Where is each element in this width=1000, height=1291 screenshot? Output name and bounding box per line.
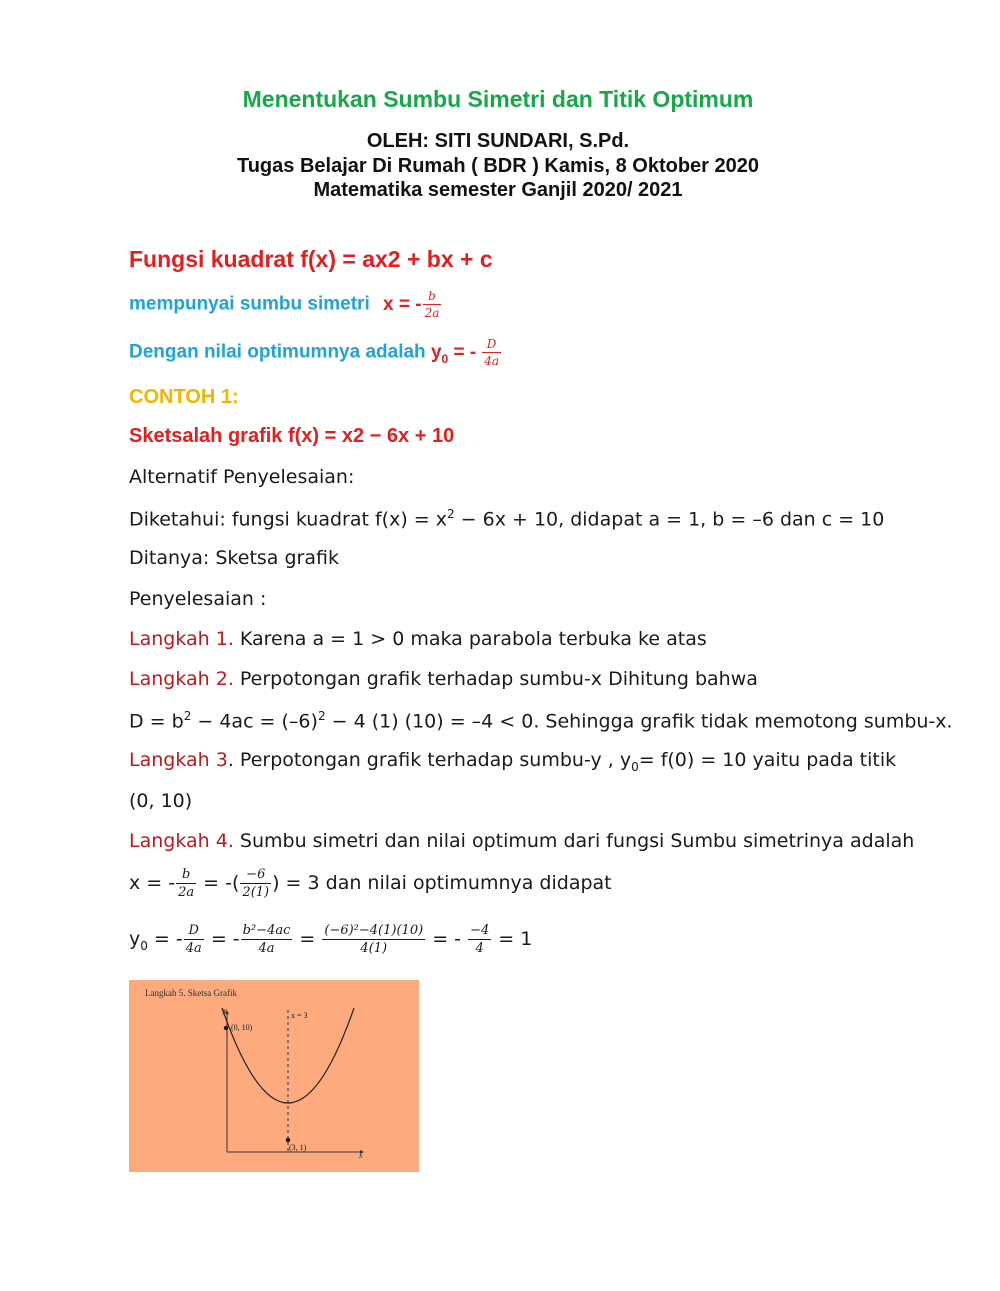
optimum-prefix: Dengan nilai optimumnya adalah (129, 341, 426, 363)
step-1-label: Langkah 1. (129, 628, 234, 650)
axis-formula-line (129, 290, 442, 319)
y-axis-label: y (223, 1006, 227, 1015)
parabola-sketch-figure (129, 980, 419, 1172)
function-definition: Fungsi kuadrat f(x) = ax2 + bx + c (129, 246, 493, 272)
example-task: Sketsalah grafik f(x) = x2 − 6x + 10 (129, 425, 455, 447)
assignment-line: Tugas Belajar Di Rumah ( BDR ) Kamis, 8 Oktober 2020 (236, 155, 759, 177)
asked-line: Ditanya: Sketsa grafik (129, 547, 339, 569)
step-4-label: Langkah 4. (129, 830, 234, 852)
known-line: Diketahui: fungsi kuadrat $f(x) = x^2 - 6x + 10$, didapat a = 1, b = –6 dan c = 10 (129, 507, 885, 531)
figure-caption: Langkah 5. Sketsa Grafik (145, 988, 237, 998)
parabola-sketch (129, 980, 419, 1172)
axis-eq: x = - (383, 293, 422, 315)
step-2-discriminant: $D = b^2 - 4ac = (-6)^2 - 4$ (1) (10) = –4 < 0. Sehingga grafik tidak memotong sumbu-x. (129, 709, 953, 733)
vertex-point (286, 1138, 290, 1142)
y-intercept-label: (0, 10) (231, 1023, 253, 1032)
step-3: Langkah 3. Perpotongan grafik terhadap sumbu-y , $y_0= f(0) = 10$ yaitu pada titik (129, 749, 897, 774)
vertex-label: (3, 1) (289, 1143, 307, 1152)
step-1: Langkah 1. Karena a = 1 > 0 maka parabola terbuka ke atas (129, 628, 707, 650)
course-line: Matematika semester Ganjil 2020/ 2021 (313, 179, 683, 201)
x-axis-label: x (359, 1151, 363, 1160)
axis-fraction: $\frac{b}{2a}$ (424, 289, 440, 320)
axis-prefix: mempunyai sumbu simetri (129, 293, 370, 315)
page-title: Menentukan Sumbu Simetri dan Titik Optimum (242, 86, 754, 112)
alternative-heading: Alternatif Penyelesaian: (129, 466, 355, 488)
author-line: OLEH: SITI SUNDARI, S.Pd. (366, 130, 630, 152)
example-label: CONTOH 1: (129, 386, 239, 408)
step-2-label: Langkah 2. (129, 668, 234, 690)
symmetry-label: x = 3 (291, 1011, 308, 1020)
optimum-fraction: $\frac{D}{4a}$ (484, 337, 499, 368)
step-3-point: (0, 10) (129, 790, 193, 812)
step-4: Langkah 4. Sumbu simetri dan nilai optimum dari fungsi Sumbu simetrinya adalah (129, 830, 915, 852)
optimum-y: $y_0$ = - (430, 341, 477, 366)
step-4-axis-calc: x = - $\frac{b}{2a}$ = -( $\frac{-6}{2(1)}$ ) = 3 dan nilai optimumnya didapat (129, 867, 612, 900)
step-2: Langkah 2. Perpotongan grafik terhadap sumbu-x Dihitung bahwa (129, 668, 758, 690)
optimum-formula-line (129, 338, 502, 367)
solution-heading: Penyelesaian : (129, 588, 267, 610)
step-4-optimum-calc: $y_0$ = - $\frac{D}{4a}$ = - $\frac{\text{b²−4ac}}{4a}$ = $\frac{\text{(−6)²−4(1)(10)}}{4(1)}$ = - $\frac{-4}{4}$ = 1 (129, 923, 533, 956)
step-3-label: Langkah 3 (129, 749, 228, 771)
y-intercept-point (224, 1026, 228, 1030)
